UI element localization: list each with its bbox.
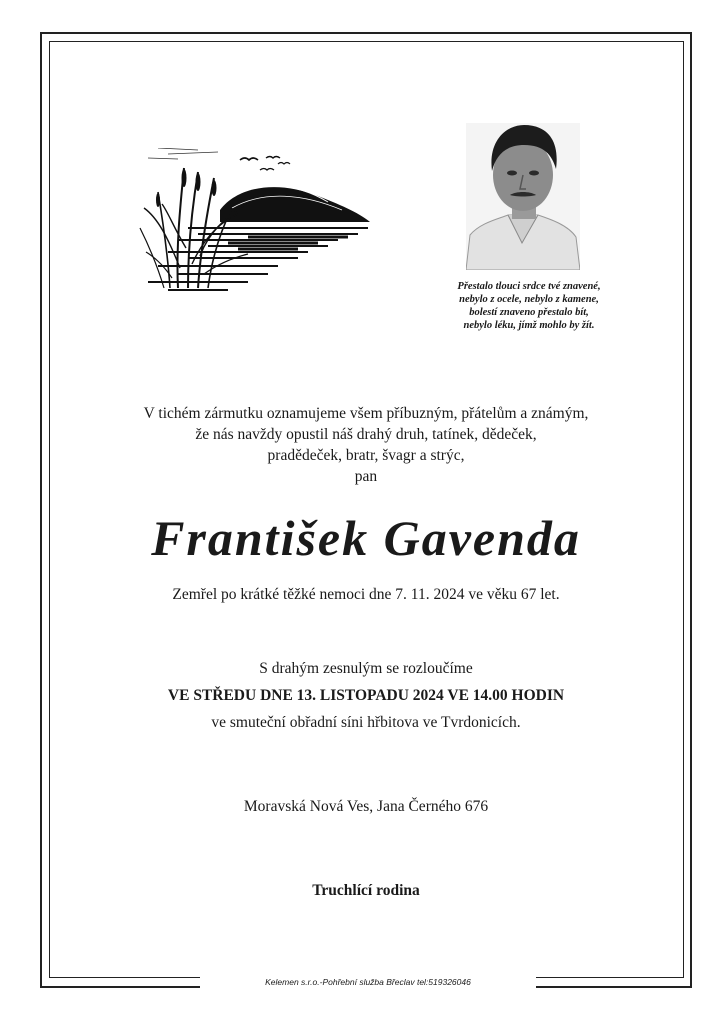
family-signature: Truchlící rodina xyxy=(312,882,420,899)
poem-line: nebylo z ocele, nebylo z kamene, xyxy=(459,294,599,305)
funeral-service-footer: Kelemen s.r.o.-Pohřební služba Břeclav tel:519326046 xyxy=(200,977,536,988)
poem xyxy=(380,280,678,332)
ceremony-place: ve smuteční obřadní síni hřbitova ve Tvrdonicích. xyxy=(211,714,521,731)
death-notice: Zemřel po krátké těžké nemoci dne 7. 11. 2024 ve věku 67 let. xyxy=(172,586,560,603)
ceremony-date-time: VE STŘEDU DNE 13. LISTOPADU 2024 VE 14.00 HODIN xyxy=(167,687,565,704)
ceremony-info xyxy=(60,655,672,736)
address: Moravská Nová Ves, Jana Černého 676 xyxy=(243,798,489,815)
reed-lake-icon xyxy=(128,148,376,308)
poem-line: Přestalo tlouci srdce tvé znavené, xyxy=(457,281,601,292)
portrait-photo xyxy=(466,123,580,270)
announcement-line: V tichém zármutku oznamujeme všem příbuzným, přátelům a známým, xyxy=(143,405,589,422)
ceremony-intro: S drahým zesnulým se rozloučíme xyxy=(259,660,473,677)
announcement-line: že nás navždy opustil náš drahý druh, tatínek, dědeček, xyxy=(195,426,537,443)
announcement-line: pradědeček, bratr, švagr a strýc, xyxy=(267,447,465,464)
poem-line: bolestí znaveno přestalo bít, xyxy=(469,307,589,318)
announcement xyxy=(60,403,672,487)
poem-line: nebylo léku, jímž mohlo by žít. xyxy=(463,320,595,331)
deceased-name: František Gavenda xyxy=(151,510,581,566)
announcement-line: pan xyxy=(354,468,378,485)
